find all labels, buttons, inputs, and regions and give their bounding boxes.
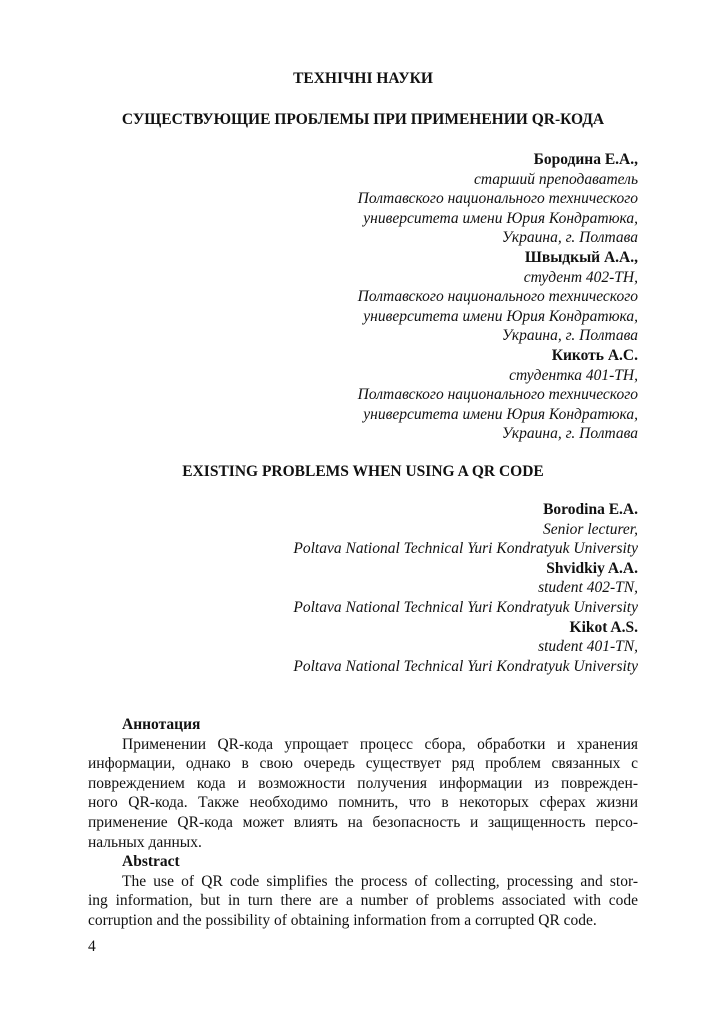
author-name: Бородина Е.А., [533, 151, 638, 168]
paragraph-line: ного QR-кода. Также необходимо помнить, что в некоторых сферах жизни [88, 794, 638, 812]
page-number: 4 [88, 938, 96, 955]
abstract-block [88, 715, 638, 931]
abstract-heading: Abstract [122, 853, 180, 871]
author-affiliation-line: студент 402-ТН, [523, 268, 638, 286]
paragraph-line: The use of QR code simplifies the process of collecting, processing and stor- [122, 872, 638, 890]
author-affiliation-line: университета имени Юрия Кондратюка, [363, 405, 638, 423]
author-affiliation-line: Полтавского национального технического [357, 386, 638, 404]
paragraph-line: нальных данных. [88, 833, 202, 851]
author-affiliation-line: Poltava National Technical Yuri Kondratyuk University [293, 598, 638, 616]
article-title-en: EXISTING PROBLEMS WHEN USING A QR CODE [182, 463, 544, 480]
paragraph-line: информации, однако в свою очередь существует ряд проблем связанных с [88, 755, 638, 773]
article-title-ru: СУЩЕСТВУЮЩИЕ ПРОБЛЕМЫ ПРИ ПРИМЕНЕНИИ QR-КОДА [121, 111, 605, 128]
author-name: Shvidkiy A.A. [546, 559, 638, 577]
author-affiliation-line: старший преподаватель [474, 170, 638, 188]
paragraph-line: corruption and the possibility of obtaining information from a corrupted QR code. [88, 911, 597, 929]
author-affiliation-line: университета имени Юрия Кондратюка, [363, 209, 638, 227]
author-affiliation-line: student 401-TN, [538, 638, 638, 656]
paragraph-line: Применении QR-кода упрощает процесс сбора, обработки и хранения [122, 735, 638, 753]
annotation-paragraph [88, 735, 638, 853]
author-name: Кикоть А.С. [551, 346, 638, 364]
authors-ru [88, 150, 638, 444]
abstract-paragraph [88, 872, 638, 931]
author-affiliation-line: Poltava National Technical Yuri Kondratyuk University [293, 657, 638, 675]
author-affiliation-line: Украина, г. Полтава [501, 425, 638, 443]
authors-en [88, 500, 638, 676]
section-title: ТЕХНІЧНІ НАУКИ [293, 70, 433, 87]
author-affiliation-line: Senior lecturer, [543, 520, 638, 538]
author-affiliation-line: student 402-TN, [538, 579, 638, 597]
author-name: Borodina E.A. [543, 501, 638, 518]
author-affiliation-line: Полтавского национального технического [357, 190, 638, 208]
paragraph-line: повреждением кода и возможности получения информации из поврежден- [88, 774, 638, 792]
paragraph-line: применение QR-кода может влиять на безопасность и защищенность персо- [88, 813, 638, 831]
author-affiliation-line: Полтавского национального технического [357, 288, 638, 306]
author-affiliation-line: Украина, г. Полтава [501, 229, 638, 247]
annotation-heading: Аннотация [122, 716, 201, 733]
author-name: Kikot A.S. [569, 618, 638, 636]
author-affiliation-line: студентка 401-ТН, [509, 366, 638, 384]
author-name: Швыдкый А.А., [524, 248, 638, 266]
paragraph-line: ing information, but in turn there are a number of problems associated with code [88, 892, 638, 910]
author-affiliation-line: Украина, г. Полтава [501, 327, 638, 345]
author-affiliation-line: университета имени Юрия Кондратюка, [363, 307, 638, 325]
author-affiliation-line: Poltava National Technical Yuri Kondratyuk University [293, 540, 638, 558]
